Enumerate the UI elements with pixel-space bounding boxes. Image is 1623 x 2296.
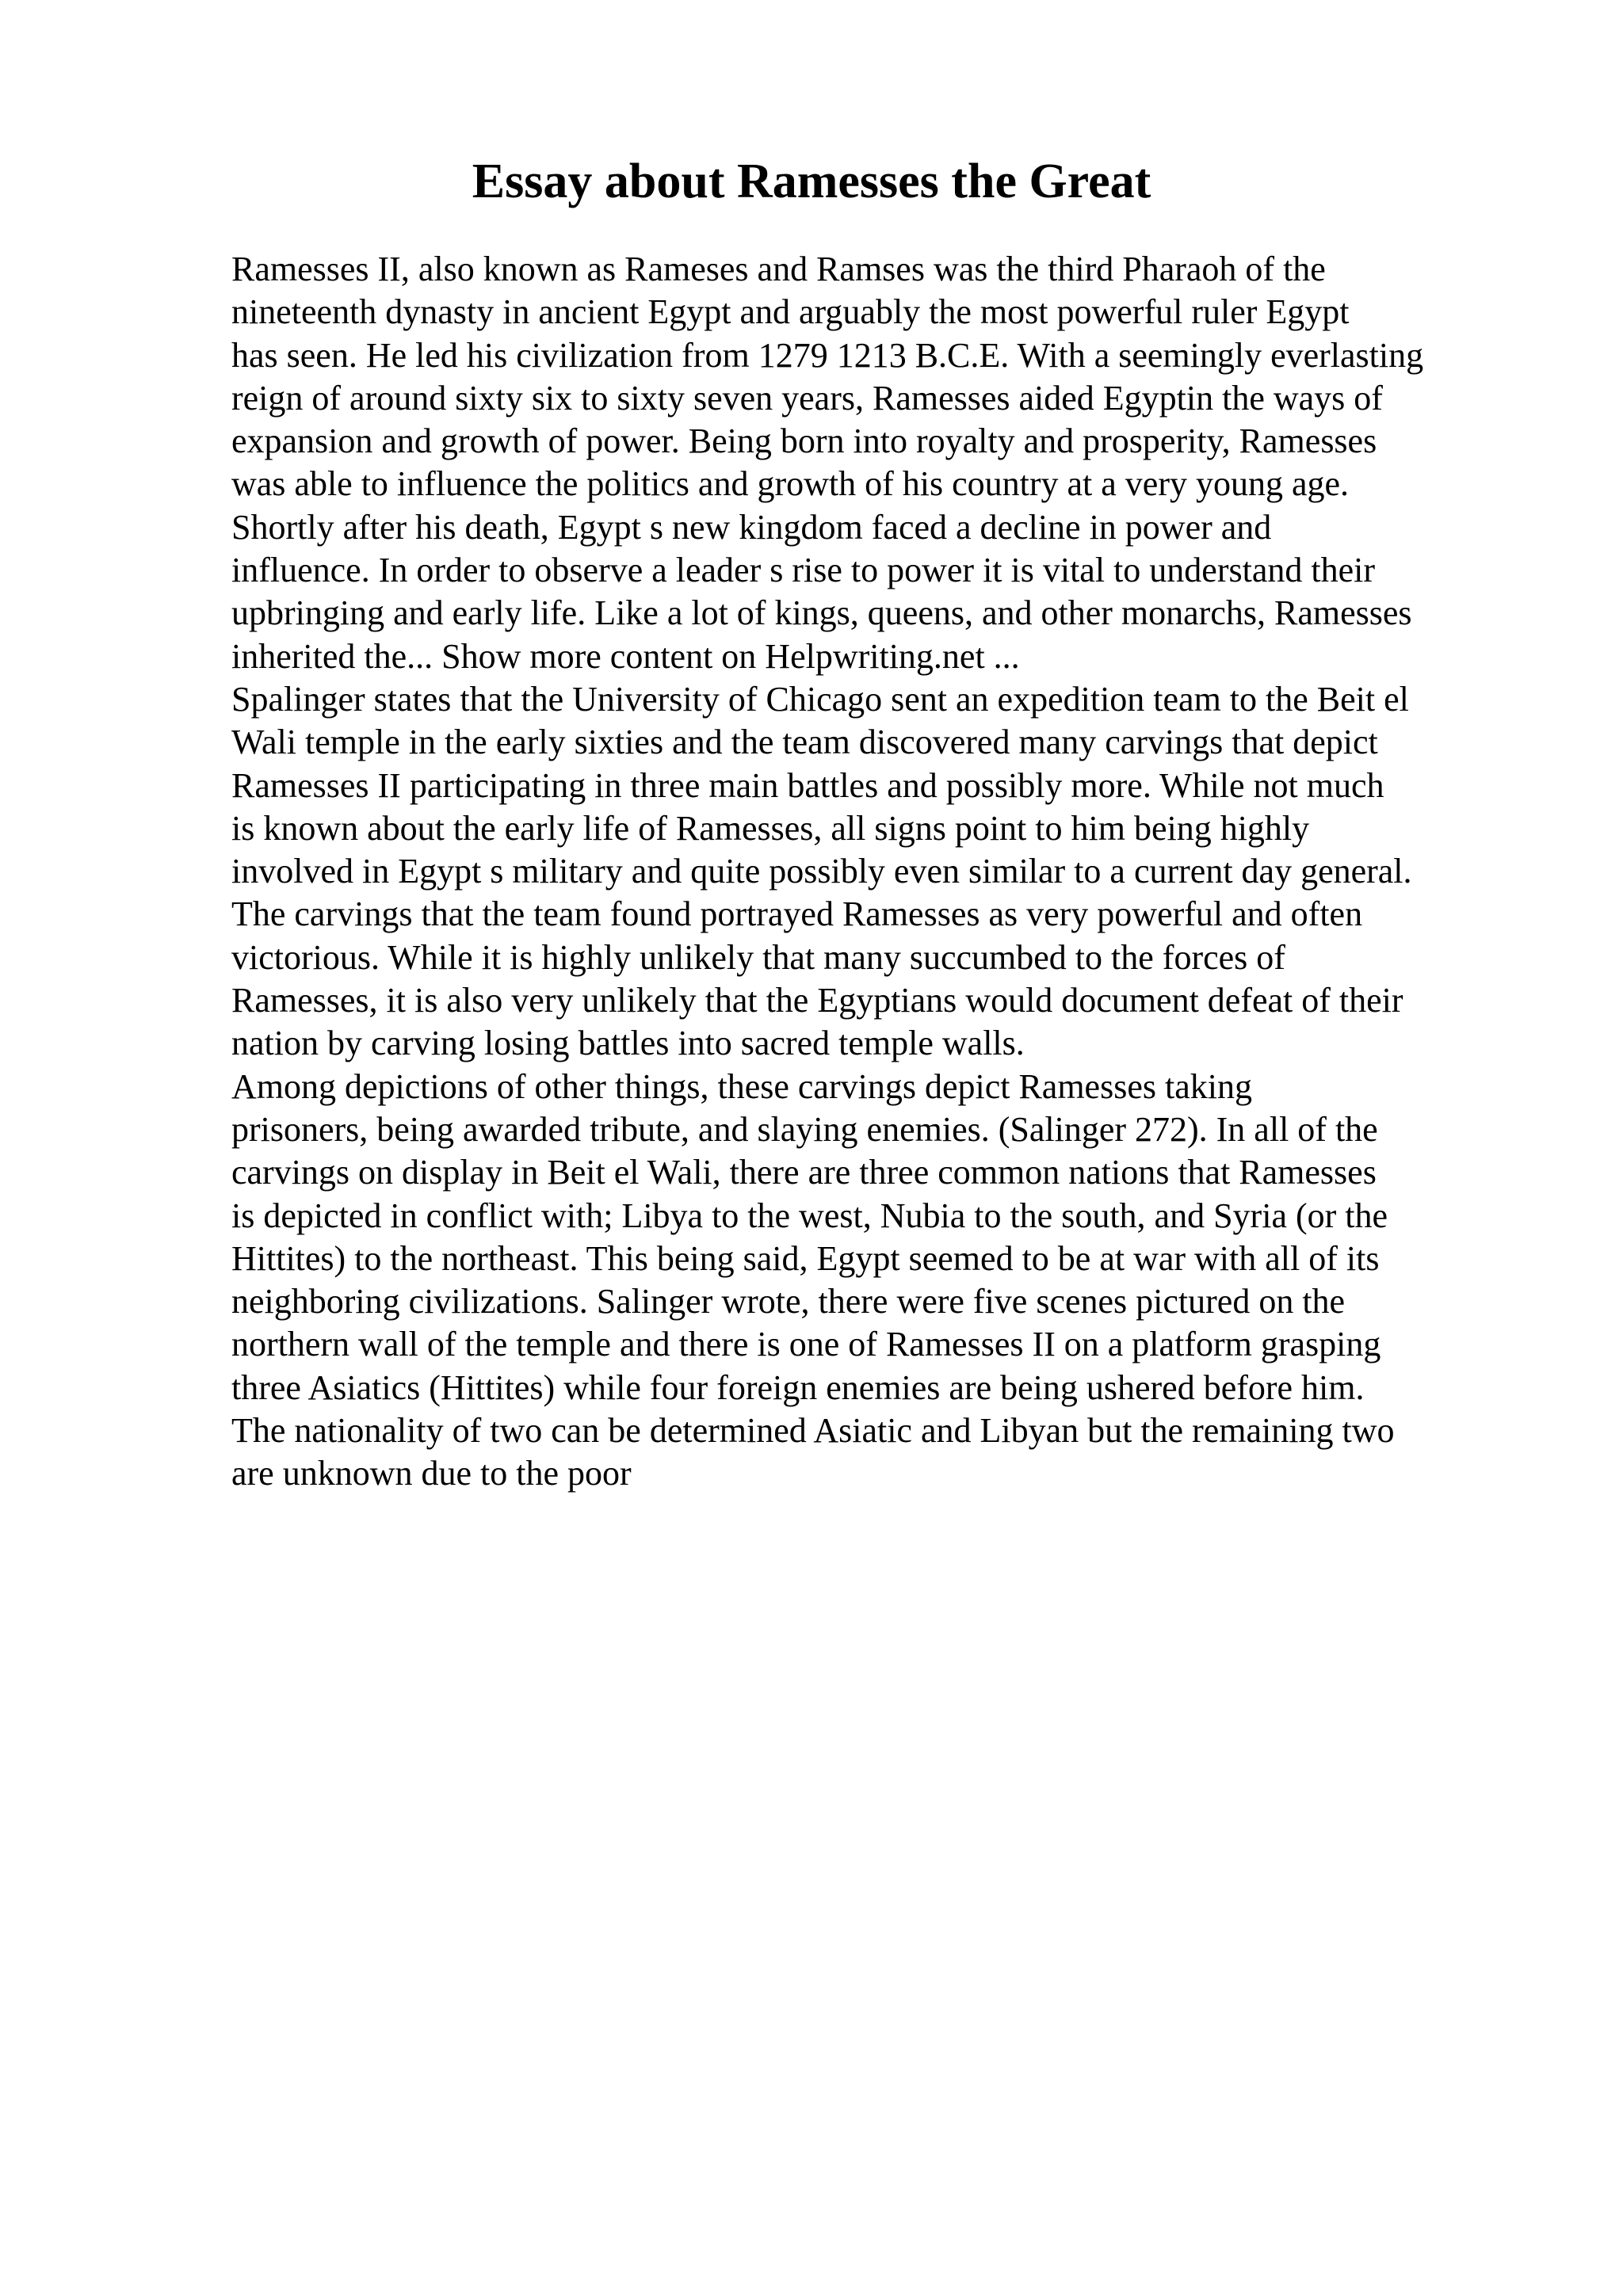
body-line: three Asiatics (Hittites) while four foreign enemies are being ushered before him. [231, 1367, 1365, 1407]
body-line: The nationality of two can be determined Asiatic and Libyan but the remaining two [231, 1411, 1395, 1451]
body-line: has seen. He led his civilization from 1279 1213 B.C.E. With a seemingly everlasting [231, 335, 1424, 375]
body-line: Among depictions of other things, these carvings depict Ramesses taking [231, 1066, 1252, 1106]
body-line: carvings on display in Beit el Wali, there are three common nations that Ramesses [231, 1153, 1377, 1192]
body-line: inherited the... Show more content on Helpwriting.net ... [231, 636, 1020, 676]
body-line: Ramesses II participating in three main battles and possibly more. While not much [231, 765, 1384, 805]
body-line: northern wall of the temple and there is one of Ramesses II on a platform grasping [231, 1325, 1381, 1364]
body-line: Spalinger states that the University of Chicago sent an expedition team to the Beit el [231, 679, 1409, 719]
body-line: victorious. While it is highly unlikely that many succumbed to the forces of [231, 937, 1285, 977]
body-line: Hittites) to the northeast. This being said, Egypt seemed to be at war with all of its [231, 1238, 1380, 1278]
body-line: Shortly after his death, Egypt s new kingdom faced a decline in power and [231, 507, 1272, 547]
body-line: are unknown due to the poor [231, 1454, 632, 1493]
body-line: Ramesses II, also known as Rameses and Ramses was the third Pharaoh of the [231, 250, 1326, 288]
body-line: Wali temple in the early sixties and the team discovered many carvings that depict [231, 723, 1378, 762]
body-line: nineteenth dynasty in ancient Egypt and arguably the most powerful ruler Egypt [231, 292, 1350, 332]
body-line: nation by carving losing battles into sacred temple walls. [231, 1024, 1025, 1063]
body-line: expansion and growth of power. Being born into royalty and prosperity, Ramesses [231, 421, 1377, 461]
body-line: The carvings that the team found portrayed Ramesses as very powerful and often [231, 894, 1363, 934]
body-line: reign of around sixty six to sixty seven years, Ramesses aided Egyptin the ways of [231, 378, 1383, 418]
body-line: Ramesses, it is also very unlikely that the Egyptians would document defeat of their [231, 981, 1403, 1020]
body-line: prisoners, being awarded tribute, and slaying enemies. (Salinger 272). In all of the [231, 1109, 1378, 1149]
body-line: is depicted in conflict with; Libya to the west, Nubia to the south, and Syria (or the [231, 1196, 1388, 1235]
body-line: involved in Egypt s military and quite possibly even similar to a current day general. [231, 852, 1412, 891]
body-line: neighboring civilizations. Salinger wrote, there were five scenes pictured on the [231, 1282, 1346, 1322]
body-line: upbringing and early life. Like a lot of kings, queens, and other monarchs, Ramesses [231, 593, 1412, 633]
document-title: Essay about Ramesses the Great [472, 154, 1151, 208]
body-line: is known about the early life of Ramesses, all signs point to him being highly [231, 808, 1310, 848]
body-line: was able to influence the politics and growth of his country at a very young age. [231, 464, 1350, 504]
body-line: influence. In order to observe a leader s rise to power it is vital to understand their [231, 551, 1375, 590]
document-body [231, 248, 1539, 1496]
